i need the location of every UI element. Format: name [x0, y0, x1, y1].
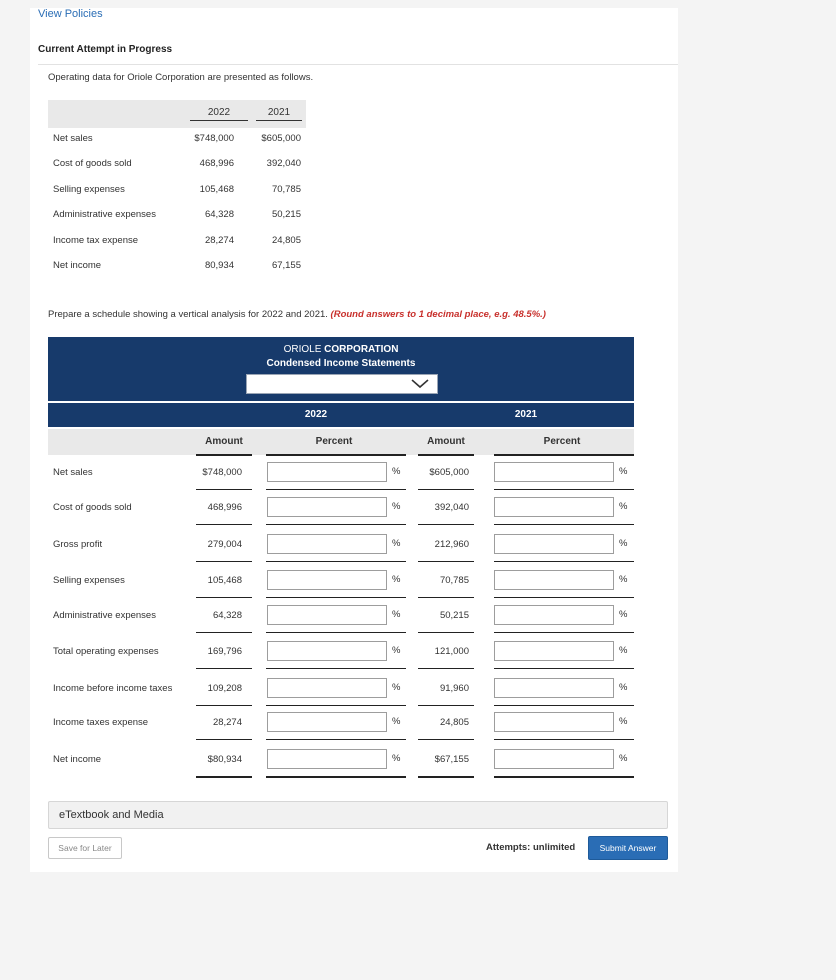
operating-row-label: Cost of goods sold: [53, 158, 132, 169]
percent-2021-input[interactable]: [494, 678, 614, 698]
amount-2022-value: 169,796: [207, 646, 242, 657]
percent-2022-header: Percent: [315, 436, 353, 447]
row-underline: [196, 776, 252, 778]
amount-2021-value: 91,960: [439, 683, 469, 694]
operating-row-label: Income tax expense: [53, 235, 139, 246]
row-underline: [494, 776, 634, 778]
amount-2021-value: 24,805: [439, 717, 469, 728]
amount-2021-value: 70,785: [439, 575, 469, 586]
row-underline: [196, 668, 252, 669]
statement-title: Condensed Income Statements: [266, 358, 416, 369]
percent-sign: %: [392, 716, 401, 727]
company-name: ORIOLE CORPORATION: [283, 344, 399, 355]
operating-2022-value: 64,328: [204, 209, 234, 220]
operating-2022-value: 28,274: [204, 235, 234, 246]
row-underline: [266, 597, 406, 598]
percent-sign: %: [619, 538, 628, 549]
amount-2022-value: 468,996: [207, 502, 242, 513]
attempt-title: Current Attempt in Progress: [38, 44, 173, 55]
row-underline: [266, 524, 406, 525]
row-underline: [418, 489, 474, 490]
amount-2022-value: $80,934: [207, 754, 242, 765]
operating-2022-value: 80,934: [204, 260, 234, 271]
row-underline: [266, 632, 406, 633]
percent-sign: %: [392, 753, 401, 764]
row-underline: [196, 705, 252, 706]
column-underline: [266, 454, 406, 456]
percent-2022-input[interactable]: [267, 570, 387, 590]
amount-2022-value: $748,000: [202, 467, 242, 478]
operating-row-label: Net income: [53, 260, 102, 271]
percent-sign: %: [392, 609, 401, 620]
percent-2021-input[interactable]: [494, 712, 614, 732]
percent-2022-input[interactable]: [267, 641, 387, 661]
percent-sign: %: [392, 574, 401, 585]
amount-2021-value: 212,960: [434, 539, 469, 550]
amount-2022-value: 105,468: [207, 575, 242, 586]
header-underline: [256, 120, 302, 121]
amount-2021-value: 121,000: [434, 646, 469, 657]
view-policies-link[interactable]: View Policies: [38, 8, 103, 20]
percent-2022-input[interactable]: [267, 749, 387, 769]
operating-row-label: Net sales: [53, 133, 93, 144]
row-underline: [266, 668, 406, 669]
question-card: [30, 8, 678, 872]
schedule-row-label: Cost of goods sold: [53, 502, 132, 513]
row-underline: [418, 776, 474, 778]
etextbook-panel[interactable]: [48, 801, 668, 829]
column-underline: [196, 454, 252, 456]
row-underline: [494, 597, 634, 598]
amount-2021-value: 392,040: [434, 502, 469, 513]
row-underline: [494, 668, 634, 669]
row-underline: [266, 739, 406, 740]
intro-text: Operating data for Oriole Corporation are presented as follows.: [48, 72, 314, 83]
row-underline: [418, 705, 474, 706]
year-2021-header: 2021: [267, 107, 291, 118]
column-underline: [418, 454, 474, 456]
column-header-row: [48, 429, 634, 455]
percent-2022-input[interactable]: [267, 462, 387, 482]
schedule-row-label: Gross profit: [53, 539, 103, 550]
percent-sign: %: [392, 501, 401, 512]
row-underline: [266, 489, 406, 490]
year-2021-band-label: 2021: [514, 409, 538, 420]
percent-2021-header: Percent: [543, 436, 581, 447]
operating-2022-value: 468,996: [199, 158, 234, 169]
row-underline: [494, 739, 634, 740]
divider: [38, 64, 678, 65]
operating-2021-value: $605,000: [261, 133, 301, 144]
year-2022-header: 2022: [207, 107, 231, 118]
save-for-later-button[interactable]: Save for Later: [48, 837, 122, 859]
row-underline: [494, 524, 634, 525]
row-underline: [196, 632, 252, 633]
row-underline: [196, 489, 252, 490]
rounding-note: (Round answers to 1 decimal place, e.g. 48.5%.): [330, 309, 546, 320]
row-underline: [494, 489, 634, 490]
percent-sign: %: [392, 538, 401, 549]
statement-date-select[interactable]: [246, 374, 438, 394]
etextbook-label[interactable]: eTextbook and Media: [59, 809, 164, 821]
amount-2021-header: Amount: [427, 436, 465, 447]
schedule-row-label: Total operating expenses: [53, 646, 159, 657]
schedule-row-label: Income before income taxes: [53, 683, 173, 694]
percent-sign: %: [619, 466, 628, 477]
schedule-row-label: Net sales: [53, 467, 93, 478]
percent-sign: %: [392, 645, 401, 656]
schedule-row-label: Selling expenses: [53, 575, 125, 586]
percent-sign: %: [619, 682, 628, 693]
amount-2022-value: 109,208: [207, 683, 242, 694]
percent-2021-input[interactable]: [494, 534, 614, 554]
row-underline: [418, 524, 474, 525]
year-band: [48, 403, 634, 427]
year-2022-band-label: 2022: [304, 409, 328, 420]
percent-sign: %: [619, 645, 628, 656]
chevron-down-icon: [411, 379, 429, 389]
percent-2022-input[interactable]: [267, 534, 387, 554]
row-underline: [494, 561, 634, 562]
percent-sign: %: [392, 682, 401, 693]
row-underline: [196, 524, 252, 525]
operating-2021-value: 50,215: [271, 209, 301, 220]
row-underline: [418, 739, 474, 740]
row-underline: [266, 705, 406, 706]
instruction-text: Prepare a schedule showing a vertical analysis for 2022 and 2021. (Round answers to 1 decimal place, e.g. 48.5%.): [48, 309, 546, 320]
amount-2022-header: Amount: [205, 436, 243, 447]
operating-row-label: Administrative expenses: [53, 209, 156, 220]
schedule-row-label: Net income: [53, 754, 102, 765]
percent-2021-input[interactable]: [494, 749, 614, 769]
operating-2021-value: 392,040: [266, 158, 301, 169]
amount-2021-value: 50,215: [439, 610, 469, 621]
amount-2022-value: 279,004: [207, 539, 242, 550]
schedule-title-band: [48, 337, 634, 401]
percent-2022-input[interactable]: [267, 497, 387, 517]
percent-2021-input[interactable]: [494, 497, 614, 517]
percent-2022-input[interactable]: [267, 678, 387, 698]
percent-sign: %: [392, 466, 401, 477]
row-underline: [418, 561, 474, 562]
percent-2022-input[interactable]: [267, 605, 387, 625]
amount-2021-value: $67,155: [434, 754, 469, 765]
row-underline: [196, 739, 252, 740]
percent-sign: %: [619, 574, 628, 585]
column-underline: [494, 454, 634, 456]
row-underline: [266, 561, 406, 562]
submit-answer-button[interactable]: Submit Answer: [588, 836, 668, 860]
row-underline: [494, 705, 634, 706]
operating-2021-value: 24,805: [271, 235, 301, 246]
amount-2022-value: 28,274: [212, 717, 242, 728]
row-underline: [196, 561, 252, 562]
percent-2021-input[interactable]: [494, 641, 614, 661]
percent-2022-input[interactable]: [267, 712, 387, 732]
schedule-row-label: Income taxes expense: [53, 717, 149, 728]
row-underline: [418, 597, 474, 598]
row-underline: [196, 597, 252, 598]
row-underline: [418, 668, 474, 669]
row-underline: [418, 632, 474, 633]
percent-sign: %: [619, 753, 628, 764]
percent-2021-input[interactable]: [494, 605, 614, 625]
operating-row-label: Selling expenses: [53, 184, 125, 195]
attempts-label: Attempts: unlimited: [486, 842, 576, 853]
amount-2022-value: 64,328: [212, 610, 242, 621]
percent-2021-input[interactable]: [494, 570, 614, 590]
header-underline: [190, 120, 248, 121]
operating-2022-value: 105,468: [199, 184, 234, 195]
row-underline: [494, 632, 634, 633]
amount-2021-value: $605,000: [429, 467, 469, 478]
row-underline: [266, 776, 406, 778]
percent-sign: %: [619, 609, 628, 620]
percent-2021-input[interactable]: [494, 462, 614, 482]
operating-2021-value: 70,785: [271, 184, 301, 195]
percent-sign: %: [619, 501, 628, 512]
percent-sign: %: [619, 716, 628, 727]
schedule-row-label: Administrative expenses: [53, 610, 156, 621]
operating-2022-value: $748,000: [194, 133, 234, 144]
operating-2021-value: 67,155: [271, 260, 301, 271]
